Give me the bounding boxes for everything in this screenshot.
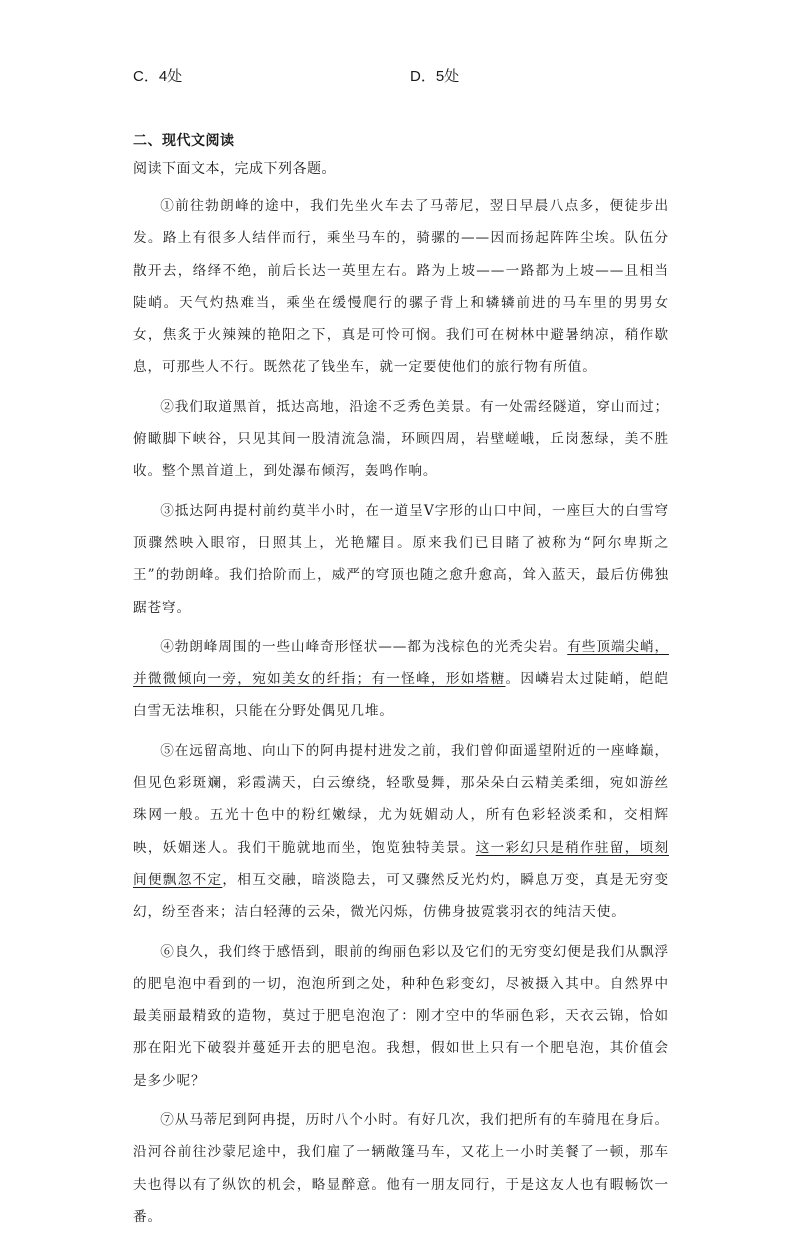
paragraph-text: ⑤在远留高地、向山下的阿冉提村进发之前，我们曾仰面遥望附近的一座峰巅，但见色彩斑斓，彩霞满天，白云缭绕，轻歌曼舞，那朵朵白云精美柔细，宛如游丝珠网一般。五光十色中的粉红嫩绿，尤为妩媚动人，所有色彩轻淡柔和，交相辉映，妖媚迷人。我们干脆就地而坐，饱览独特美景。: [133, 742, 669, 856]
paragraph-text: ③抵达阿冉提村前约莫半小时，在一道呈V字形的山口中间，一座巨大的白雪穹顶骤然映入眼帘，日照其上，光艳耀目。原来我们已目睹了被称为“阿尔卑斯之王”的勃朗峰。我们拾阶而上，威严的穹顶也随之愈升愈高，耸入蓝天，最后仿佛独踞苍穹。: [133, 502, 669, 616]
paragraph-text: ①前往勃朗峰的途中，我们先坐火车去了马蒂尼，翌日早晨八点多，便徒步出发。路上有很多人结伴而行，乘坐马车的，骑骡的——因而扬起阵阵尘埃。队伍分散开去，络绎不绝，前后长达一英里左右。路为上坡——一路都为上坡——且相当陡峭。天气灼热难当，乘坐在缓慢爬行的骡子背上和辚辚前进的马车里的男男女女，焦炙于火辣辣的艳阳之下，真是可怜可悯。我们可在树林中避暑纳凉，稍作歇息，可那些人不行。既然花了钱坐车，就一定要使他们的旅行物有所值。: [133, 198, 669, 376]
paragraph-text: ⑥良久，我们终于感悟到，眼前的绚丽色彩以及它们的无穷变幻便是我们从飘浮的肥皂泡中看到的一切，泡泡所到之处，种种色彩变幻，尽被摄入其中。自然界中最美丽最精致的造物，莫过于肥皂泡泡了：刚才空中的华丽色彩，天衣云锦，恰如那在阳光下破裂并蔓延开去的肥皂泡。我想，假如世上只有一个肥皂泡，其价值会是多少呢？: [133, 943, 669, 1089]
underlined-sentence: 有些顶端尖峭，并微微倾向一旁，宛如美女的纤指；有一怪峰，形如塔糖: [133, 638, 669, 688]
paragraph-text: ②我们取道黑首，抵达高地，沿途不乏秀色美景。有一处需经隧道，穿山而过；俯瞰脚下峡谷，只见其间一股清流急湍，环顾四周，岩壁嵯峨，丘岗葱绿，美不胜收。整个黑首道上，到处瀑布倾泻，轰鸣作响。: [133, 398, 669, 480]
paragraph-5: [133, 735, 669, 929]
option-c: C．4处: [133, 68, 183, 85]
paragraph-text: ，相互交融，暗淡隐去，可又骤然反光灼灼，瞬息万变，真是无穷变幻，纷至沓来；洁白轻薄的云朵，微光闪烁，仿佛身披霓裳羽衣的纯洁天使。: [133, 871, 669, 921]
paragraph-1: [133, 190, 669, 384]
paragraph-text: ⑦从马蒂尼到阿冉提，历时八个小时。有好几次，我们把所有的车骑甩在身后。沿河谷前往沙蒙尼途中，我们雇了一辆敞篷马车，又花上一小时美餐了一顿，那车夫也得以有了纵饮的机会，略显醉意。他有一朋友同行，于是这友人也有暇畅饮一番。: [133, 1112, 669, 1225]
paragraph-7: [133, 1104, 669, 1233]
paragraph-4: [133, 631, 669, 728]
paragraph-2: [133, 391, 669, 488]
section-instruction: 阅读下面文本，完成下列各题。: [133, 161, 336, 177]
reading-passage: [133, 190, 669, 1233]
section-heading: 二、现代文阅读: [133, 133, 235, 149]
paragraph-text: 。因嶙岩太过陡峭，皑皑白雪无法堆积，只能在分野处偶见几堆。: [133, 671, 669, 720]
answer-options: [133, 64, 693, 90]
paragraph-6: [133, 936, 669, 1097]
paragraph-text: ④勃朗峰周围的一些山峰奇形怪状——都为浅棕色的光秃尖岩。: [160, 638, 568, 655]
underlined-sentence: 这一彩幻只是稍作驻留，顷刻间便飘忽不定: [133, 839, 669, 888]
option-d: D．5处: [410, 68, 460, 85]
paragraph-3: [133, 495, 669, 624]
